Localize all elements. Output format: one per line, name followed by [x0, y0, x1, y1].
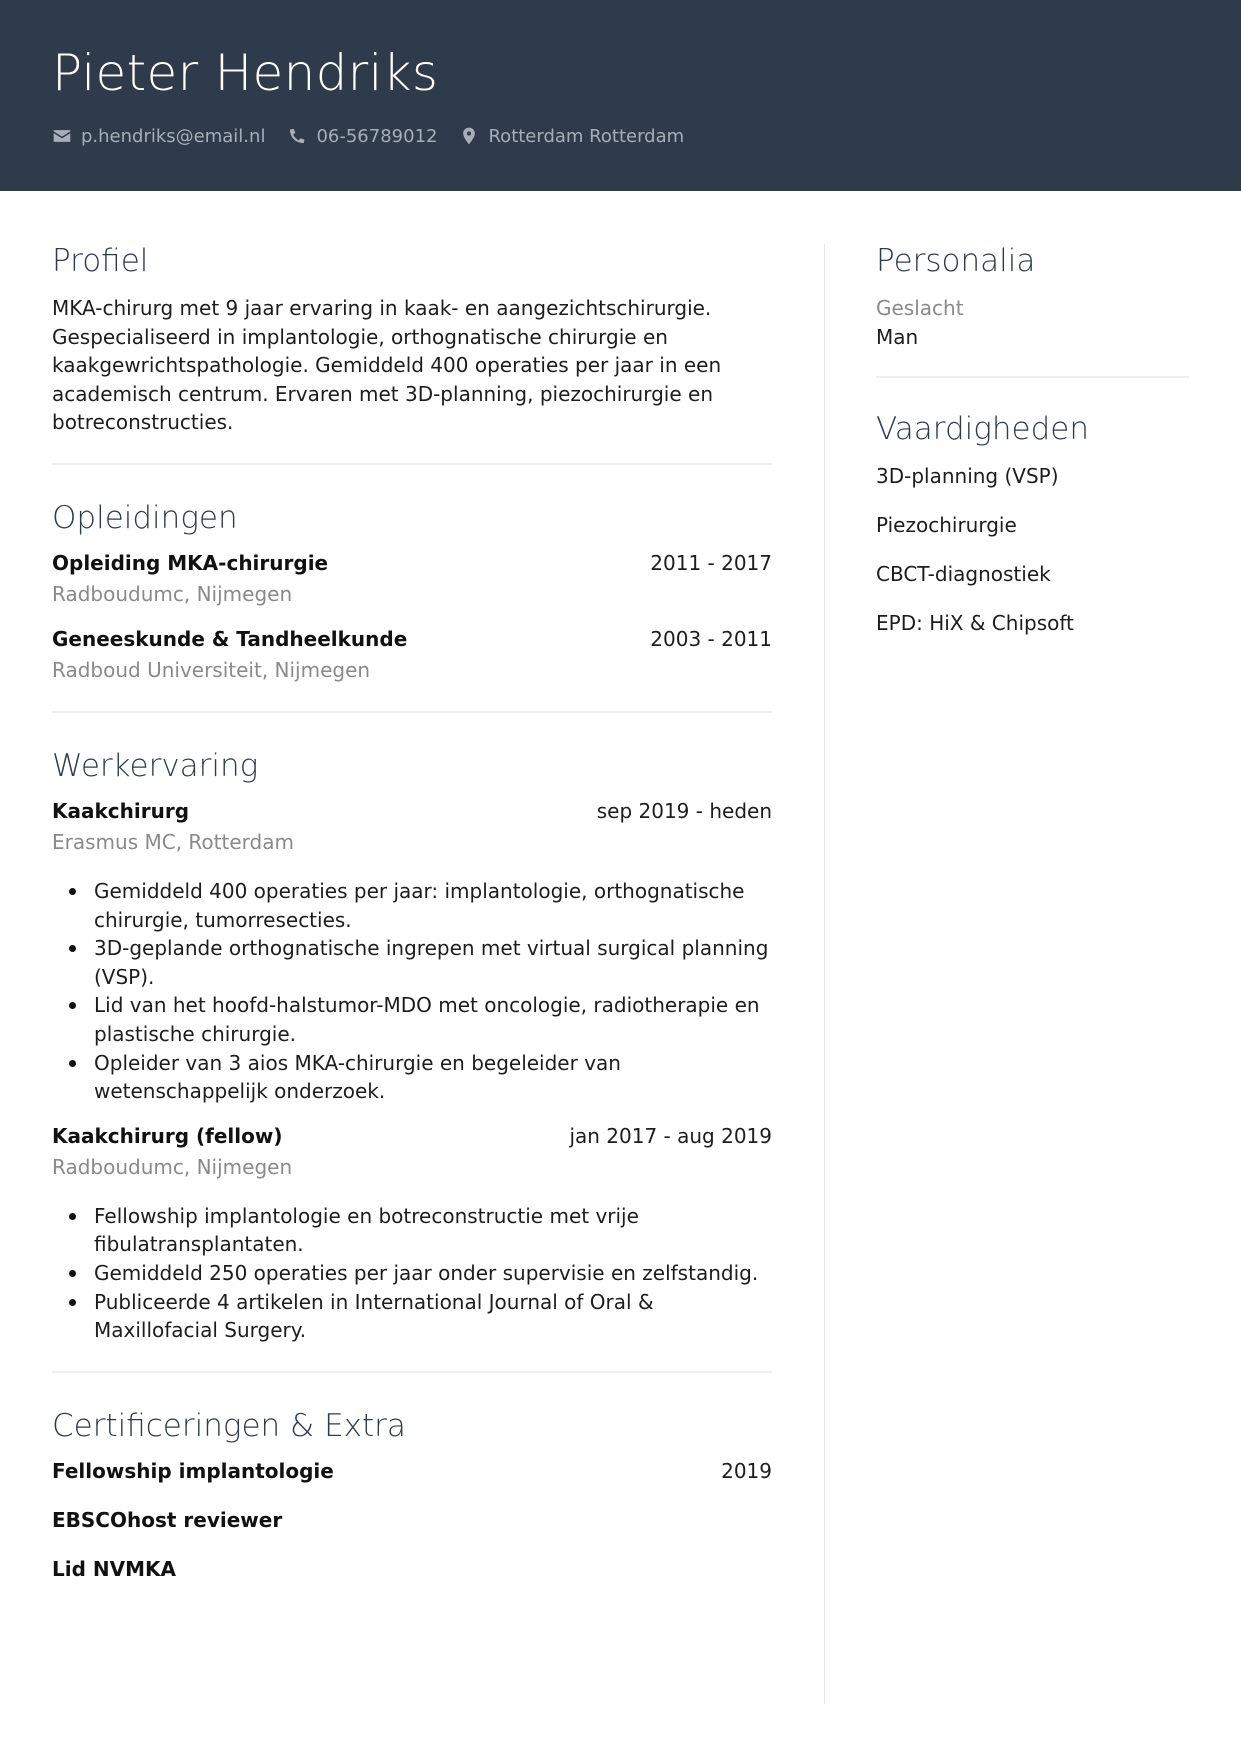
- list-item: Gemiddeld 250 operaties per jaar onder supervisie en zelfstandig.: [52, 1259, 772, 1288]
- education-item: [52, 551, 772, 609]
- work-bullets: [52, 1202, 772, 1345]
- work-date: jan 2017 - aug 2019: [569, 1123, 772, 1148]
- education-title: Geneeskunde & Tandheelkunde: [52, 626, 408, 651]
- work-place: Erasmus MC, Rotterdam: [52, 829, 294, 854]
- gender-value: Man: [876, 325, 919, 349]
- profile-text: MKA-chirurg met 9 jaar ervaring in kaak- en aangezichtschirurgie. Gespecialiseerd in implantologie, orthognatische chirurgie en kaakgewrichtspathologie. Gemiddeld 400 operaties per jaar in een academisch centrum. Ervaren met 3D-planning, piezochirurgie en botreconstructies.: [52, 296, 722, 435]
- education-place: Radboud Universiteit, Nijmegen: [52, 657, 371, 682]
- cert-title: Fellowship implantologie: [52, 1458, 334, 1483]
- list-item: 3D-geplande orthognatische ingrepen met virtual surgical planning (VSP).: [52, 934, 772, 991]
- list-item: Publiceerde 4 artikelen in International Journal of Oral & Maxillofacial Surgery.: [52, 1288, 772, 1345]
- gender-label: Geslacht: [876, 296, 964, 320]
- work-item: [52, 799, 772, 1106]
- main-column: [52, 240, 772, 1606]
- list-item: Opleider van 3 aios MKA-chirurgie en begeleider van wetenschappelijk onderzoek.: [52, 1049, 772, 1106]
- email-text: p.hendriks@email.nl: [81, 125, 266, 147]
- education-heading: Opleidingen: [52, 499, 238, 536]
- section-divider: [52, 463, 772, 465]
- education-place: Radboudumc, Nijmegen: [52, 581, 293, 606]
- list-item: Gemiddeld 400 operaties per jaar: implantologie, orthognatische chirurgie, tumorresecties.: [52, 877, 772, 934]
- section-divider: [52, 1371, 772, 1373]
- envelope-icon: [52, 126, 72, 146]
- education-item: [52, 627, 772, 685]
- cert-title: EBSCOhost reviewer: [52, 1507, 283, 1532]
- side-column: [876, 240, 1189, 658]
- work-date: sep 2019 - heden: [596, 798, 772, 823]
- skill-item: CBCT-diagnostiek: [876, 562, 1051, 586]
- section-divider: [876, 376, 1189, 378]
- cert-title: Lid NVMKA: [52, 1556, 176, 1581]
- cert-year: 2019: [721, 1458, 772, 1483]
- header-banner: [0, 0, 1241, 191]
- column-divider: [824, 244, 825, 1704]
- skill-item: Piezochirurgie: [876, 513, 1017, 537]
- section-divider: [52, 711, 772, 713]
- location-text: Rotterdam Rotterdam: [488, 125, 685, 147]
- skill-item: EPD: HiX & Chipsoft: [876, 611, 1074, 635]
- contact-email: [52, 126, 265, 147]
- profile-heading: Profiel: [52, 243, 149, 279]
- contact-phone: [287, 126, 437, 147]
- work-item: [52, 1124, 772, 1345]
- work-title: Kaakchirurg: [52, 798, 190, 823]
- cert-item: [52, 1557, 772, 1606]
- contact-bar: [52, 123, 706, 149]
- list-item: Lid van het hoofd-halstumor-MDO met oncologie, radiotherapie en plastische chirurgie.: [52, 991, 772, 1048]
- work-bullets: [52, 877, 772, 1106]
- cert-item: [52, 1508, 772, 1557]
- contact-location: [459, 126, 684, 147]
- education-date: 2003 - 2011: [650, 626, 772, 651]
- person-name: Pieter Hendriks: [52, 44, 439, 102]
- certs-heading: Certificeringen & Extra: [52, 1407, 406, 1444]
- list-item: Fellowship implantologie en botreconstructie met vrije fibulatransplantaten.: [52, 1202, 772, 1259]
- map-pin-icon: [459, 126, 479, 146]
- phone-icon: [287, 126, 307, 146]
- skills-heading: Vaardigheden: [876, 411, 1090, 447]
- education-title: Opleiding MKA-chirurgie: [52, 550, 329, 575]
- work-heading: Werkervaring: [52, 747, 259, 784]
- work-title: Kaakchirurg (fellow): [52, 1123, 283, 1148]
- education-date: 2011 - 2017: [650, 550, 772, 575]
- phone-text: 06-56789012: [316, 125, 438, 147]
- work-place: Radboudumc, Nijmegen: [52, 1154, 293, 1179]
- skill-item: 3D-planning (VSP): [876, 464, 1059, 488]
- cert-item: [52, 1459, 772, 1508]
- personal-heading: Personalia: [876, 243, 1036, 279]
